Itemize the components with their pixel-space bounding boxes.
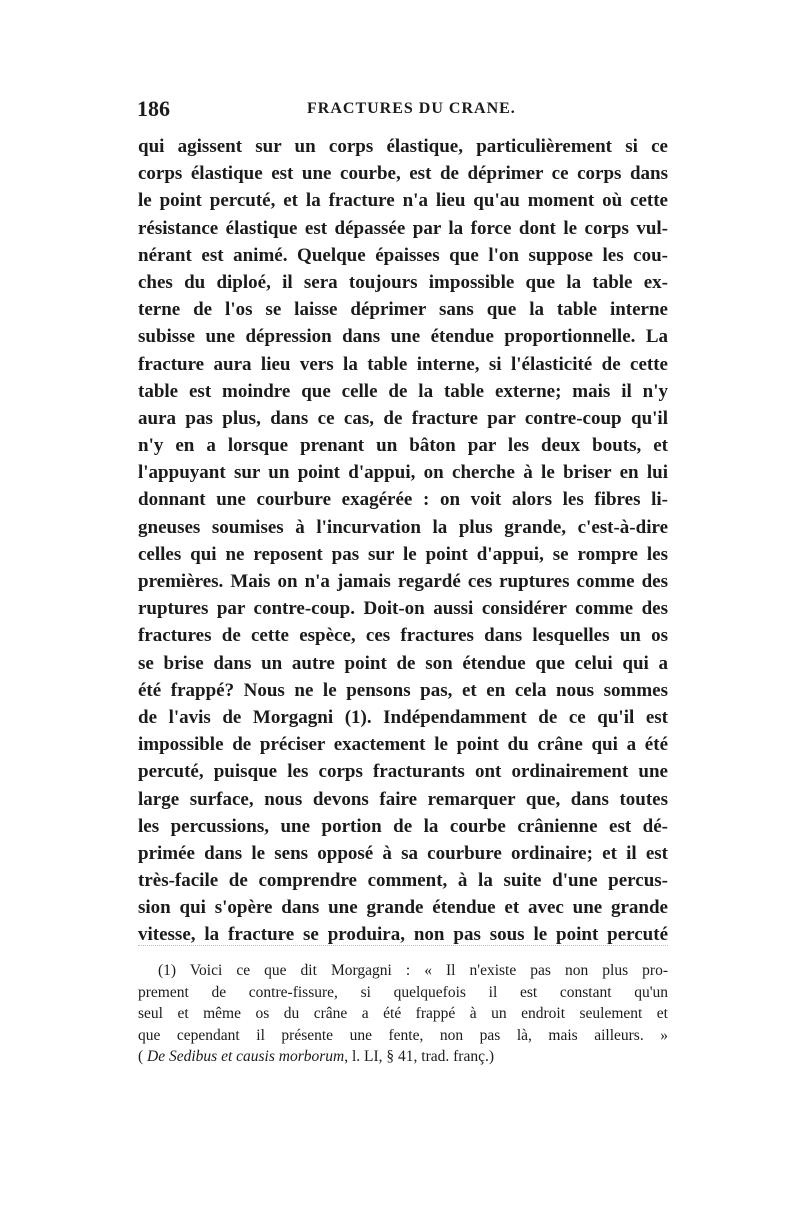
footnote-separator — [138, 945, 668, 946]
footnote-line: que cependant il présente une fente, non pas là, mais ailleurs. » — [138, 1026, 668, 1044]
page-number: 186 — [137, 96, 170, 121]
text-line: les percussions, une portion de la courbe crânienne est dé- — [138, 815, 668, 837]
citation-reference: , l. LI, § 41, trad. franç.) — [344, 1048, 495, 1065]
footnote — [138, 960, 668, 1068]
footnote-citation-line — [138, 1046, 668, 1068]
text-line: qui agissent sur un corps élastique, particulièrement si ce — [138, 136, 668, 157]
text-line: le point percuté, et la fracture n'a lieu qu'au moment où cette — [138, 190, 668, 212]
text-line: primée dans le sens opposé à sa courbure ordinaire; et il est — [138, 842, 668, 864]
text-line: de l'avis de Morgagni (1). Indépendamment de ce qu'il est — [138, 706, 668, 728]
body-text — [138, 133, 668, 949]
text-line: fractures de cette espèce, ces fractures dans lesquelles un os — [138, 625, 668, 647]
text-line: ches du diploé, il sera toujours impossible que la table ex- — [138, 271, 668, 293]
running-head: FRACTURES DU CRANE. — [307, 100, 516, 117]
text-line: résistance élastique est dépassée par la force dont le corps vul- — [138, 217, 668, 239]
text-line: percuté, puisque les corps fracturants ont ordinairement une — [138, 761, 668, 783]
text-line: nérant est animé. Quelque épaisses que l'on suppose les cou- — [138, 244, 668, 266]
text-line: impossible de préciser exactement le point du crâne qui a été — [138, 734, 668, 756]
text-line: gneuses soumises à l'incurvation la plus grande, c'est-à-dire — [138, 516, 668, 538]
text-line: terne de l'os se laisse déprimer sans que la table interne — [138, 299, 668, 321]
text-line: table est moindre que celle de la table externe; mais il n'y — [138, 380, 668, 402]
text-line: corps élastique est une courbe, est de déprimer ce corps dans — [138, 163, 668, 185]
text-line: fracture aura lieu vers la table interne, si l'élasticité de cette — [138, 353, 668, 375]
footnote-line: prement de contre-fissure, si quelquefois il est constant qu'un — [138, 983, 668, 1001]
text-line: premières. Mais on n'a jamais regardé ces ruptures comme des — [138, 571, 668, 592]
page-header — [137, 96, 667, 126]
citation-title: De Sedibus et causis morborum — [147, 1048, 345, 1065]
text-line: été frappé? Nous ne le pensons pas, et en cela nous sommes — [138, 679, 668, 701]
footnote-line: seul et même os du crâne a été frappé à un endroit seulement et — [138, 1005, 668, 1022]
text-line: subisse une dépression dans une étendue proportionnelle. La — [138, 326, 668, 348]
text-line: se brise dans un autre point de son étendue que celui qui a — [138, 652, 668, 674]
text-line: large surface, nous devons faire remarquer que, dans toutes — [138, 788, 668, 810]
footnote-line: (1) Voici ce que dit Morgagni : « Il n'existe pas non plus pro- — [158, 962, 668, 979]
text-line: sion qui s'opère dans une grande étendue et avec une grande — [138, 897, 668, 919]
text-line: celles qui ne reposent pas sur le point d'appui, se rompre les — [138, 543, 668, 565]
text-line: donnant une courbure exagérée : on voit alors les fibres li- — [138, 489, 668, 511]
text-line: très-facile de comprendre comment, à la suite d'une percus- — [138, 870, 668, 892]
text-line: vitesse, la fracture se produira, non pas sous le point percuté — [138, 924, 668, 946]
text-line: n'y en a lorsque prenant un bâton par les deux bouts, et — [138, 435, 668, 457]
citation-open-paren: ( — [138, 1048, 148, 1065]
text-line: aura pas plus, dans ce cas, de fracture par contre-coup qu'il — [138, 407, 668, 429]
text-line: l'appuyant sur un point d'appui, on cherche à le briser en lui — [138, 462, 668, 484]
text-line: ruptures par contre-coup. Doit-on aussi considérer comme des — [138, 598, 668, 620]
